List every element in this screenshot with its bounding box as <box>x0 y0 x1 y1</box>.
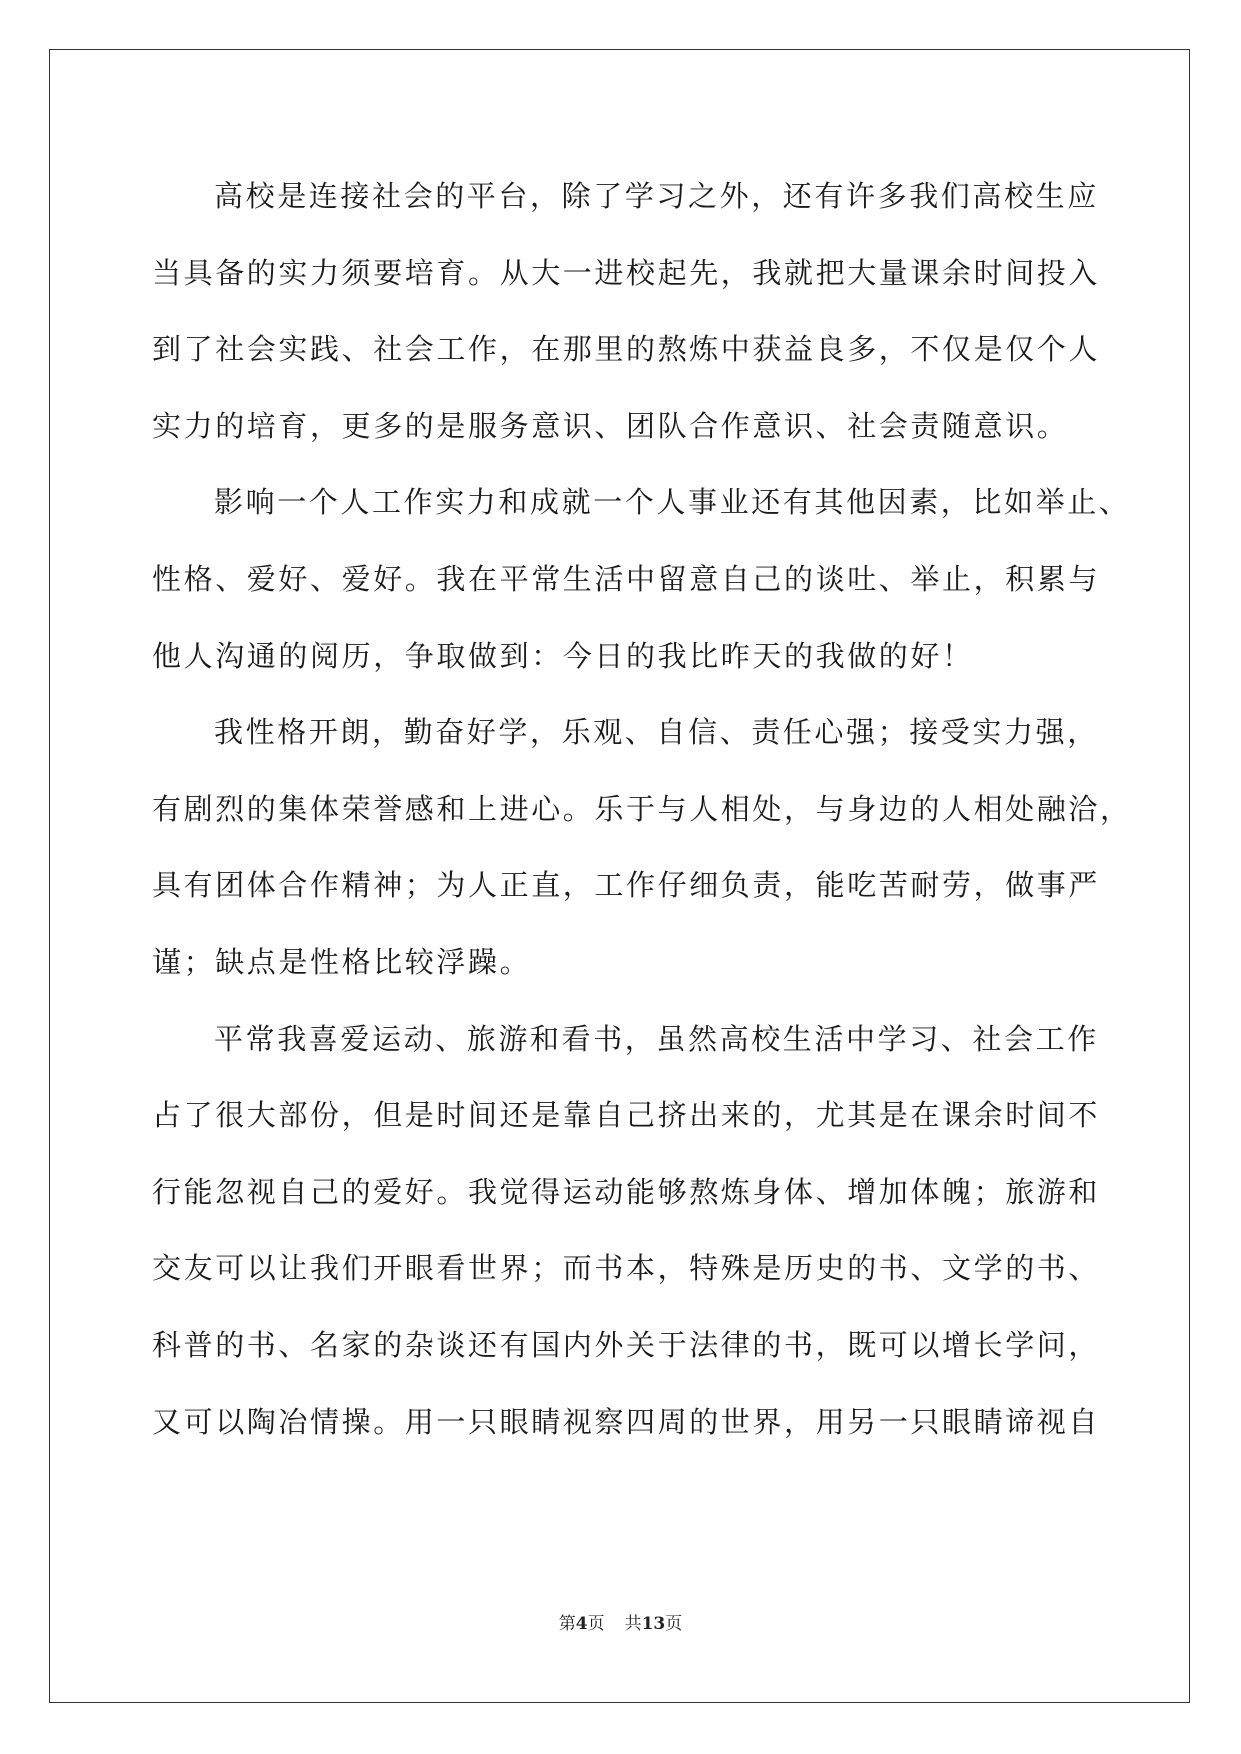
paragraph-3-line-1: 我性格开朗，勤奋好学，乐观、自信、责任心强；接受实力强， <box>214 715 1099 750</box>
page-suffix: 页 <box>587 1614 605 1634</box>
paragraph-3-line-3: 具有团体合作精神；为人正直，工作仔细负责，能吃苦耐劳，做事严 <box>152 868 1101 903</box>
total-suffix: 页 <box>665 1614 683 1634</box>
paragraph-4-line-4: 交友可以让我们开眼看世界；而书本，特殊是历史的书、文学的书、 <box>152 1251 1101 1286</box>
paragraph-4-line-1: 平常我喜爱运动、旅游和看书，虽然高校生活中学习、社会工作 <box>214 1021 1099 1056</box>
paragraph-3-line-4: 谨；缺点是性格比较浮躁。 <box>152 944 532 979</box>
page-prefix: 第 <box>558 1614 576 1634</box>
page-number: 4 <box>575 1614 588 1634</box>
paragraph-1-line-1: 高校是连接社会的平台，除了学习之外，还有许多我们高校生应 <box>214 179 1099 213</box>
page-footer <box>0 1609 1241 1634</box>
paragraph-4-line-2: 占了很大部份，但是时间还是靠自己挤出来的，尤其是在课余时间不 <box>152 1098 1101 1133</box>
paragraph-4-line-3: 行能忽视自己的爱好。我觉得运动能够熬炼身体、增加体魄；旅游和 <box>152 1174 1101 1209</box>
paragraph-2-line-2: 性格、爱好、爱好。我在平常生活中留意自己的谈吐、举止，积累与 <box>152 561 1101 596</box>
paragraph-3-line-2: 有剧烈的集体荣誉感和上进心。乐于与人相处，与身边的人相处融洽， <box>152 791 1132 826</box>
paragraph-2-line-3: 他人沟通的阅历，争取做到：今日的我比昨天的我做的好！ <box>152 638 974 673</box>
paragraph-1-line-3: 到了社会实践、社会工作，在那里的熬炼中获益良多，不仅是仅个人 <box>152 332 1101 367</box>
paragraph-1-line-2: 当具备的实力须要培育。从大一进校起先，我就把大量课余时间投入 <box>152 255 1101 290</box>
paragraph-4-line-5: 科普的书、名家的杂谈还有国内外关于法律的书，既可以增长学问， <box>152 1327 1101 1362</box>
document-body <box>152 158 1132 1460</box>
paragraph-2-line-1: 影响一个人工作实力和成就一个人事业还有其他因素，比如举止、 <box>214 485 1131 520</box>
total-pages: 13 <box>641 1614 666 1634</box>
paragraph-1-line-4: 实力的培育，更多的是服务意识、团队合作意识、社会责随意识。 <box>152 408 1069 443</box>
paragraph-4-line-6: 又可以陶冶情操。用一只眼睛视察四周的世界，用另一只眼睛谛视自 <box>152 1404 1101 1439</box>
total-prefix: 共 <box>624 1614 642 1634</box>
